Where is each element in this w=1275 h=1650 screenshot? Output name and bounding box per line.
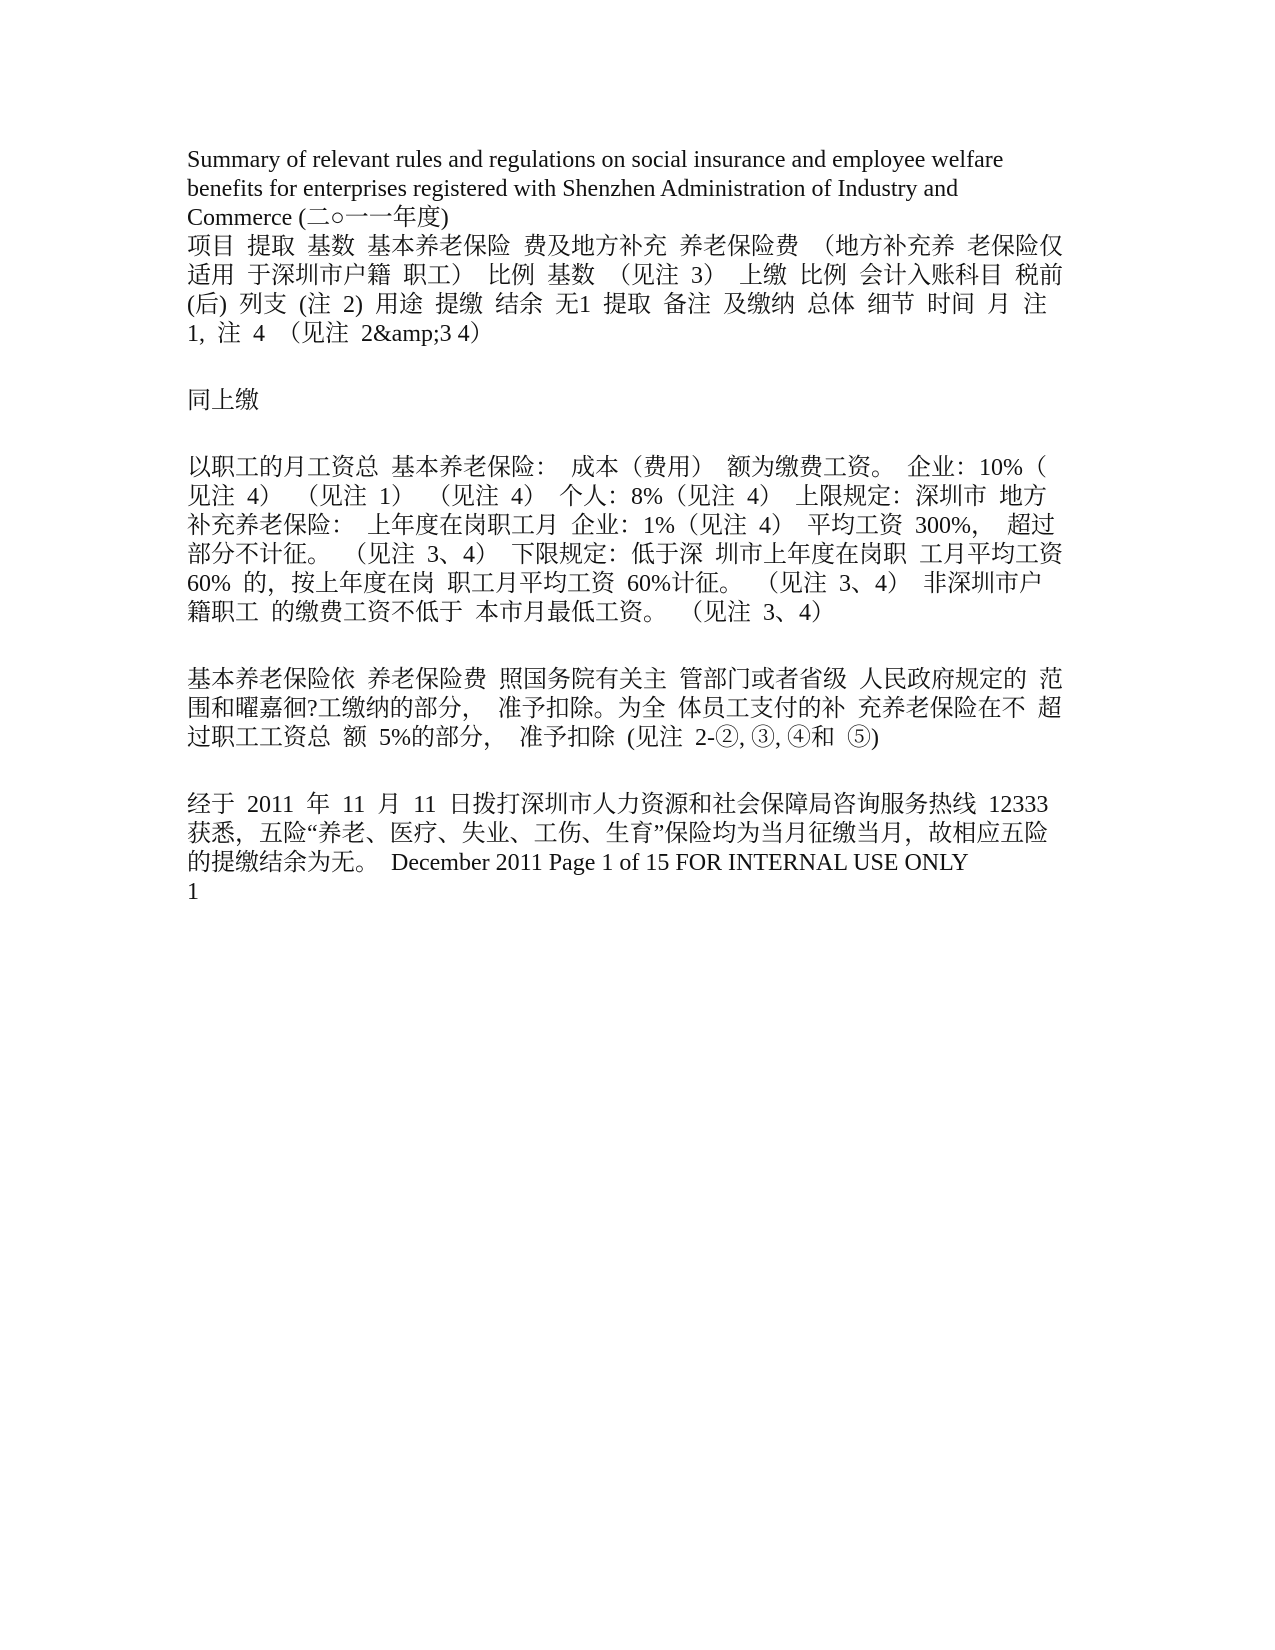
spacer [187,416,1107,454]
document-body [187,146,1107,907]
base-line: 部分不计征。 （见注 3、4） 下限规定：低于深 圳市上年度在岗职 工月平均工资 [187,542,1063,568]
hotline-line: 的提缴结余为无。 December 2011 Page 1 of 15 FOR INTERNAL USE ONLY [187,850,969,876]
spacer [187,753,1107,791]
same-as-above-text [187,387,1107,416]
base-line: 补充养老保险： 上年度在岗职工月 企业：1%（见注 4） 平均工资 300%， 超过 [187,513,1055,539]
title-line: Commerce (二○一一年度) [187,205,449,231]
tax-line: 过职工工资总 额 5%的部分， 准予扣除 (见注 2-②, ③, ④和 ⑤) [187,725,879,751]
page-number-text: 1 [187,879,199,905]
hotline-line: 获悉，五险“养老、医疗、失业、工伤、生育”保险均为当月征缴当月，故相应五险 [187,821,1049,847]
title-line: Summary of relevant rules and regulations on social insurance and employee welfare [187,147,1004,173]
header-line: 1, 注 4 （见注 2&amp;3 4） [187,321,494,347]
page-number [187,878,1107,907]
same-as-above-line: 同上缴 [187,388,259,414]
base-line: 见注 4） （见注 1） （见注 4） 个人：8%（见注 4） 上限规定：深圳市 地方 [187,484,1047,510]
table-header-text [187,233,1107,349]
hotline-paragraph [187,791,1107,878]
base-line: 籍职工 的缴费工资不低于 本市月最低工资。 （见注 3、4） [187,600,835,626]
contribution-base-paragraph [187,454,1107,628]
tax-deduction-paragraph [187,666,1107,753]
title-line: benefits for enterprises registered with Shenzhen Administration of Industry and [187,176,959,202]
hotline-line: 经于 2011 年 11 月 11 日拨打深圳市人力资源和社会保障局咨询服务热线 12333 [187,792,1049,818]
header-line: 项目 提取 基数 基本养老保险 费及地方补充 养老保险费 （地方补充养 老保险仅 [187,234,1063,260]
base-line: 以职工的月工资总 基本养老保险： 成本（费用） 额为缴费工资。 企业：10%（ [187,455,1047,481]
base-line: 60% 的，按上年度在岗 职工月平均工资 60%计征。 （见注 3、4） 非深圳市户 [187,571,1043,597]
document-title [187,146,1107,233]
tax-line: 基本养老保险依 养老保险费 照国务院有关主 管部门或者省级 人民政府规定的 范 [187,667,1063,693]
tax-line: 围和曜嘉徊?工缴纳的部分， 准予扣除。为全 体员工支付的补 充养老保险在不 超 [187,696,1062,722]
header-line: 适用 于深圳市户籍 职工） 比例 基数 （见注 3） 上缴 比例 会计入账科目 税前 [187,263,1063,289]
spacer [187,349,1107,387]
header-line: (后) 列支 (注 2) 用途 提缴 结余 无1 提取 备注 及缴纳 总体 细节 时间 月 注 [187,292,1047,318]
spacer [187,628,1107,666]
